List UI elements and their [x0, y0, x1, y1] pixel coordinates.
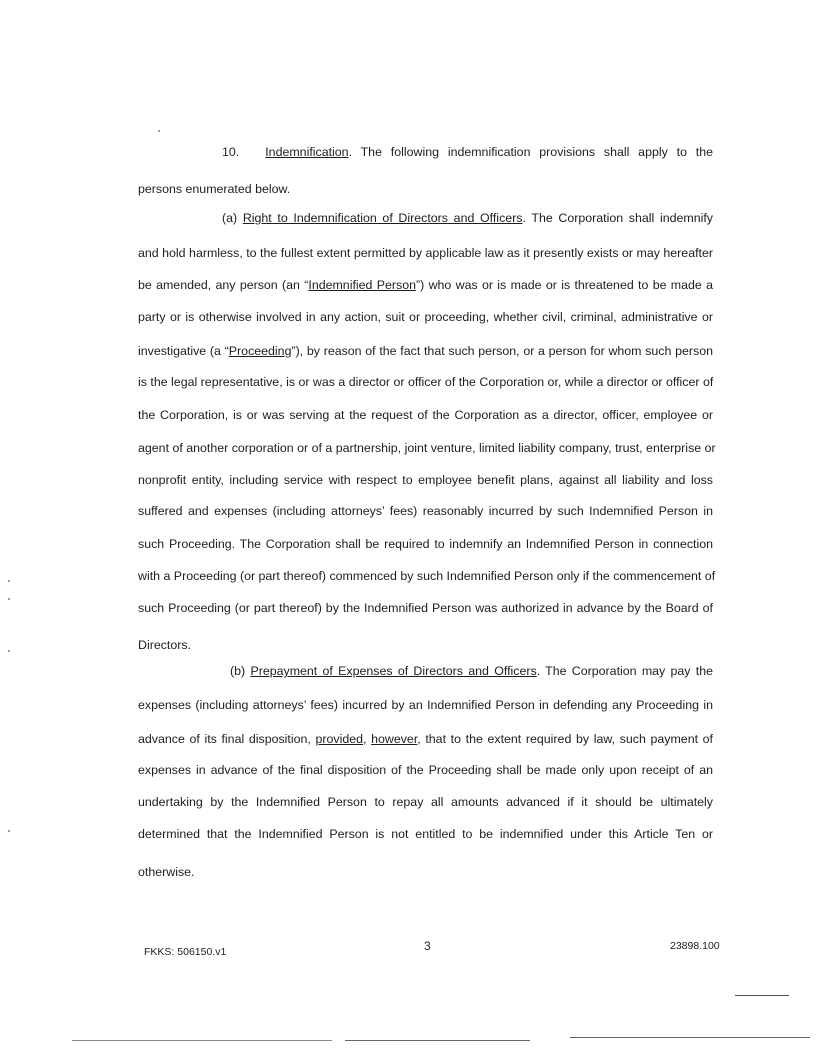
- scan-artifact-dot: [8, 830, 10, 832]
- subsection-b-label: (b): [230, 664, 246, 678]
- scan-artifact-dot: [158, 130, 160, 132]
- paragraph-line: determined that the Indemnified Person is not entitled to be indemnified under this Article Ten or: [138, 827, 713, 841]
- subsection-a-heading: Right to Indemnification of Directors and Officers: [242, 211, 523, 225]
- paragraph-line: nonprofit entity, including service with respect to employee benefit plans, against all liability and loss: [138, 473, 713, 487]
- subsection-b-line1-text: . The Corporation may pay the: [536, 664, 713, 678]
- paragraph-line: investigative (a “Proceeding”), by reason of the fact that such person, or a person for whom such person: [138, 344, 713, 358]
- paragraph-line: advance of its final disposition, provided, however, that to the extent required by law, such payment of: [138, 732, 713, 746]
- subsection-a-label: (a): [222, 211, 238, 225]
- defined-term-indemnified-person: Indemnified Person: [308, 278, 417, 292]
- scan-artifact-line: [345, 1040, 530, 1041]
- term-however: however: [371, 732, 418, 746]
- paragraph-line: agent of another corporation or of a partnership, joint venture, limited liability company, trust, enterprise or: [138, 441, 716, 455]
- paragraph-line: suffered and expenses (including attorneys’ fees) reasonably incurred by such Indemnified Person in: [138, 504, 713, 518]
- scan-artifact-dot: [8, 580, 10, 582]
- paragraph-line: such Proceeding. The Corporation shall be required to indemnify an Indemnified Person in connection: [138, 537, 713, 551]
- subsection-a-line1-text: . The Corporation shall indemnify: [522, 211, 713, 225]
- subsection-b-heading: Prepayment of Expenses of Directors and Officers: [250, 664, 537, 678]
- section-intro-text: . The following indemnification provisions shall apply to the: [348, 145, 713, 159]
- section-intro-line-2: persons enumerated below.: [138, 182, 291, 196]
- scan-artifact-dot: [8, 598, 10, 600]
- paragraph-line: with a Proceeding (or part thereof) commenced by such Indemnified Person only if the commencement of: [138, 569, 716, 583]
- paragraph-line: such Proceeding (or part thereof) by the Indemnified Person was authorized in advance by the Board of: [138, 601, 713, 615]
- section-heading: Indemnification: [265, 145, 349, 159]
- paragraph-line: be amended, any person (an “Indemnified Person”) who was or is made or is threatened to be made a: [138, 278, 713, 292]
- section-intro-line: [222, 144, 713, 160]
- defined-term-proceeding: Proceeding: [228, 344, 292, 358]
- footer-page-number: 3: [424, 939, 431, 953]
- paragraph-line: expenses in advance of the final disposition of the Proceeding shall be made only upon receipt of an: [138, 763, 713, 777]
- paragraph-line: and hold harmless, to the fullest extent permitted by applicable law as it presently exists or may hereafter: [138, 246, 713, 260]
- paragraph-line: the Corporation, is or was serving at the request of the Corporation as a director, officer, employee or: [138, 408, 713, 422]
- section-number: 10.: [222, 145, 240, 159]
- footer-file-number: 23898.100: [670, 940, 720, 952]
- scan-artifact-line: [570, 1037, 810, 1038]
- subsection-b-heading-line: [230, 663, 713, 679]
- scan-artifact-dot: [8, 650, 10, 652]
- scan-artifact-line: [72, 1040, 332, 1041]
- paragraph-line: undertaking by the Indemnified Person to repay all amounts advanced if it should be ultimately: [138, 795, 713, 809]
- term-provided: provided: [315, 732, 364, 746]
- paragraph-line: expenses (including attorneys’ fees) incurred by an Indemnified Person in defending any Proceeding in: [138, 698, 713, 712]
- subsection-a-heading-line: [222, 210, 713, 226]
- paragraph-line: party or is otherwise involved in any action, suit or proceeding, whether civil, criminal, administrative or: [138, 310, 713, 324]
- footer-document-id: FKKS: 506150.v1: [144, 946, 227, 958]
- paragraph-line: Directors.: [138, 638, 192, 652]
- paragraph-line: is the legal representative, is or was a director or officer of the Corporation or, while a director or officer of: [138, 375, 714, 389]
- paragraph-line: otherwise.: [138, 865, 195, 879]
- scan-artifact-line: [735, 995, 789, 996]
